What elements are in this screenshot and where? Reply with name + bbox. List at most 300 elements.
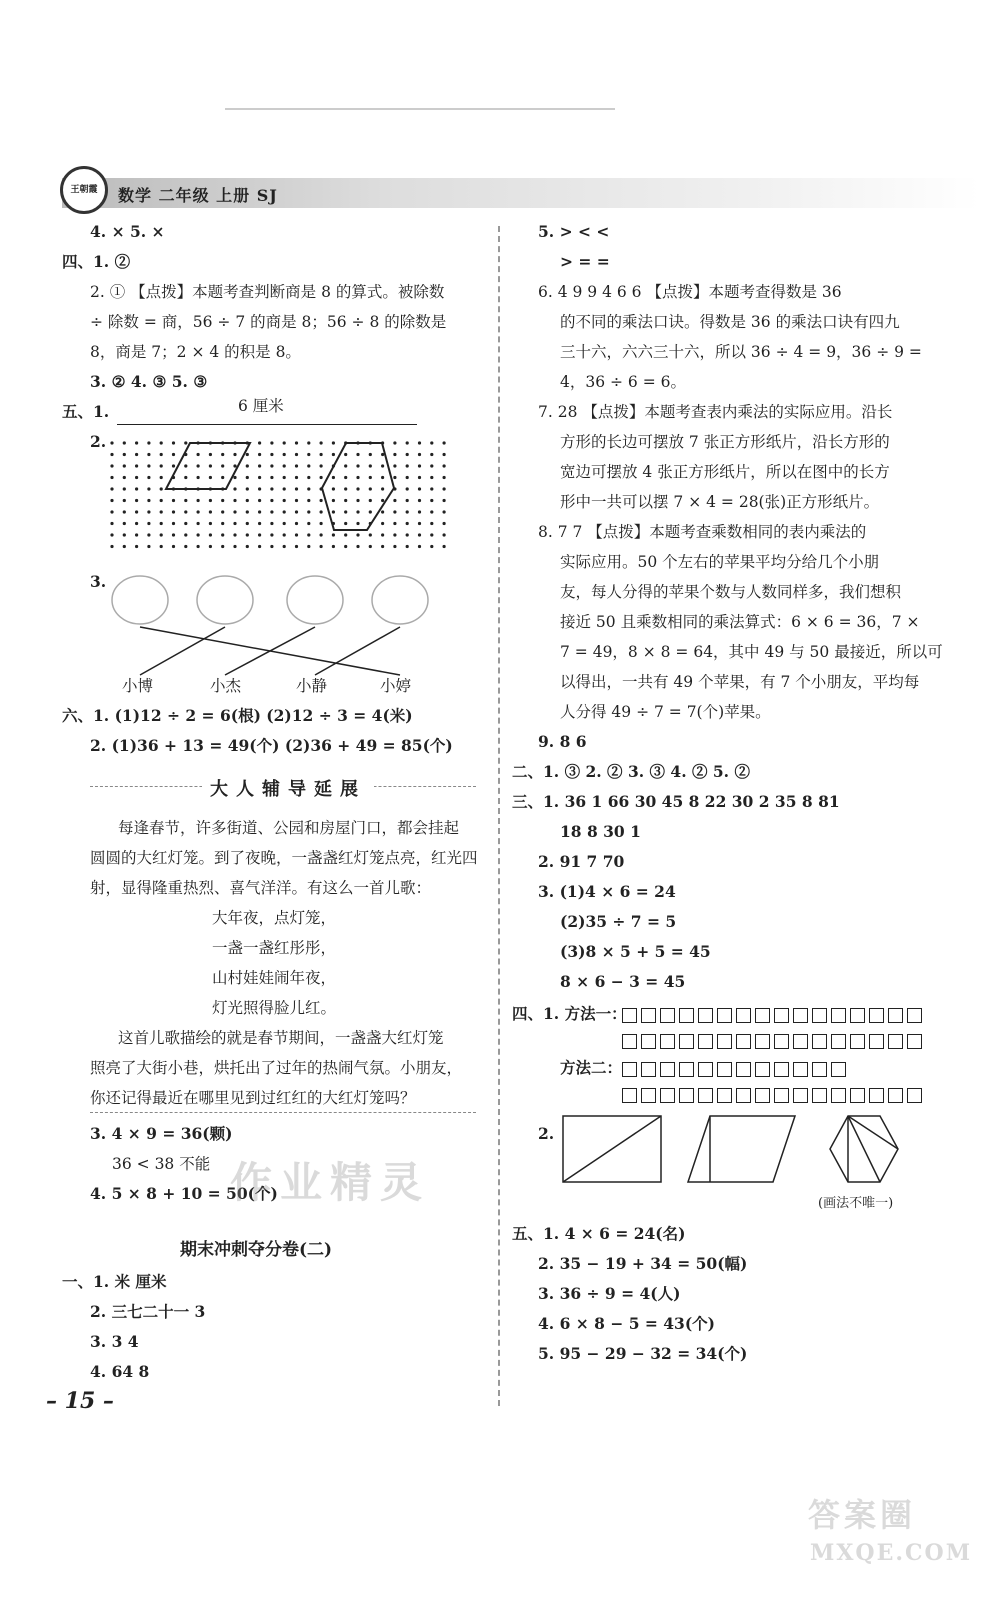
grid-dot — [393, 545, 396, 548]
grid-dot — [246, 476, 249, 479]
square-row — [622, 1058, 850, 1078]
grid-dot — [406, 545, 409, 548]
grid-dot — [443, 545, 446, 548]
grid-dot — [147, 453, 150, 456]
grid-dot — [283, 441, 286, 444]
square-row — [622, 1004, 926, 1024]
left-line: 四、1. ② — [62, 252, 131, 271]
grid-dot — [270, 545, 273, 548]
grid-dot — [393, 464, 396, 467]
right-line: 5. > < < — [538, 222, 610, 241]
right-line: 4，36 ÷ 6 = 6。 — [560, 373, 686, 391]
grid-dot — [172, 545, 175, 548]
grid-dot — [233, 464, 236, 467]
grid-dot — [418, 545, 421, 548]
parallelogram-shape — [688, 1116, 795, 1182]
right-line: 五、1. 4 × 6 = 24(名) — [512, 1224, 686, 1243]
grid-dot — [356, 499, 359, 502]
grid-dot — [332, 441, 335, 444]
grid-dot — [295, 464, 298, 467]
grid-dot — [246, 533, 249, 536]
grid-dot — [135, 533, 138, 536]
grid-dot — [110, 441, 113, 444]
grid-dot — [246, 499, 249, 502]
grid-dot — [270, 533, 273, 536]
grid-dot — [221, 545, 224, 548]
grid-dot — [197, 499, 200, 502]
grid-dot — [209, 464, 212, 467]
left-line: 一、1. 米 厘米 — [62, 1272, 167, 1291]
grid-dot — [221, 533, 224, 536]
grid-dot — [295, 476, 298, 479]
grid-dot — [246, 453, 249, 456]
grid-dot — [381, 510, 384, 513]
grid-dot — [246, 510, 249, 513]
name-label: 小博 — [122, 677, 154, 695]
grid-dot — [184, 464, 187, 467]
grid-dot — [320, 476, 323, 479]
grid-dot — [283, 453, 286, 456]
grid-dot — [406, 533, 409, 536]
grid-dot — [123, 487, 126, 490]
grid-dot — [443, 464, 446, 467]
grid-dot — [258, 464, 261, 467]
grid-dot — [344, 476, 347, 479]
grid-dot — [233, 499, 236, 502]
right-line: 三十六，六六三十六，所以 36 ÷ 4 = 9，36 ÷ 9 = — [560, 343, 922, 361]
grid-dot — [430, 499, 433, 502]
grid-dot — [233, 453, 236, 456]
grid-dot — [332, 545, 335, 548]
grid-dot — [221, 499, 224, 502]
right-line: 实际应用。50 个左右的苹果平均分给几个小朋 — [560, 553, 880, 571]
left-line: 2. (1)36 + 13 = 49(个) (2)36 + 49 = 85(个) — [90, 736, 453, 755]
grid-dot — [381, 453, 384, 456]
grid-dot — [356, 533, 359, 536]
grid-dot — [147, 522, 150, 525]
left-line: ÷ 除数 = 商，56 ÷ 7 的商是 8；56 ÷ 8 的除数是 — [90, 313, 447, 331]
grid-dot — [209, 522, 212, 525]
grid-dot — [295, 453, 298, 456]
grid-dot — [418, 464, 421, 467]
page-number: – 15 – — [46, 1388, 114, 1414]
grid-dot — [430, 510, 433, 513]
left-line: 4. 64 8 — [90, 1362, 150, 1381]
grid-dot — [406, 464, 409, 467]
grid-dot — [295, 522, 298, 525]
grid-dot — [393, 476, 396, 479]
grid-dot — [283, 499, 286, 502]
grid-dot — [246, 522, 249, 525]
grid-dot — [418, 533, 421, 536]
grid-dot — [381, 545, 384, 548]
grid-dot — [320, 510, 323, 513]
grid-dot — [369, 533, 372, 536]
right-line: > = = — [560, 252, 610, 271]
exam-title: 期末冲刺夺分卷(二) — [180, 1240, 333, 1260]
name-label: 小静 — [296, 677, 328, 695]
grid-dot — [430, 464, 433, 467]
name-label: 小婷 — [380, 677, 412, 695]
grid-dot — [307, 522, 310, 525]
right-line: 3. (1)4 × 6 = 24 — [538, 882, 676, 901]
right-line: 二、1. ③ 2. ② 3. ③ 4. ② 5. ② — [512, 762, 750, 781]
grid-dot — [221, 510, 224, 513]
right-line: 宽边可摆放 4 张正方形纸片，所以在图中的长方 — [560, 463, 890, 481]
grid-dot — [406, 453, 409, 456]
grid-dot — [184, 533, 187, 536]
grid-dot — [172, 464, 175, 467]
right-line: 5. 95 − 29 − 32 = 34(个) — [538, 1344, 748, 1363]
grid-dot — [332, 533, 335, 536]
right-line: 9. 8 6 — [538, 732, 587, 751]
grid-dot — [246, 487, 249, 490]
grid-dot — [356, 522, 359, 525]
square-row — [622, 1030, 926, 1050]
grid-dot — [307, 487, 310, 490]
grid-dot — [258, 533, 261, 536]
grid-dot — [356, 453, 359, 456]
grid-dot — [443, 453, 446, 456]
grid-dot — [258, 499, 261, 502]
grid-dot — [135, 510, 138, 513]
grid-dot — [110, 464, 113, 467]
grid-dot — [233, 533, 236, 536]
grid-dot — [369, 476, 372, 479]
grid-dot — [356, 487, 359, 490]
grid-dot — [418, 499, 421, 502]
grid-dot — [307, 499, 310, 502]
paragraph-line: 照亮了大街小巷，烘托出了过年的热闹气氛。小朋友， — [90, 1059, 463, 1077]
grid-dot — [258, 441, 261, 444]
grid-dot — [233, 510, 236, 513]
grid-dot — [381, 464, 384, 467]
grid-dot — [295, 510, 298, 513]
grid-dot — [110, 476, 113, 479]
grid-dot — [406, 476, 409, 479]
grid-dot — [270, 476, 273, 479]
grid-dot — [418, 510, 421, 513]
logo: 王朝霞 — [60, 166, 108, 214]
grid-dot — [135, 464, 138, 467]
grid-dot — [110, 487, 113, 490]
grid-dot — [381, 476, 384, 479]
grid-dot — [123, 522, 126, 525]
note-text: (画法不唯一) — [818, 1196, 894, 1211]
extension-title: 大人辅导延展 — [202, 775, 374, 801]
grid-dot — [258, 487, 261, 490]
ruler-label: 6 厘米 — [238, 397, 284, 415]
grid-dot — [356, 464, 359, 467]
grid-dot — [430, 533, 433, 536]
grid-dot — [160, 522, 163, 525]
grid-dot — [110, 545, 113, 548]
grid-dot — [393, 522, 396, 525]
grid-dot — [283, 487, 286, 490]
grid-dot — [307, 464, 310, 467]
grid-dot — [184, 545, 187, 548]
grid-dot — [147, 545, 150, 548]
grid-dot — [160, 453, 163, 456]
grid-dot — [430, 476, 433, 479]
grid-dot — [406, 487, 409, 490]
grid-dot — [160, 545, 163, 548]
grid-dot — [135, 441, 138, 444]
grid-dot — [393, 533, 396, 536]
paragraph-line: 每逢春节，许多街道、公园和房屋门口，都会挂起 — [118, 819, 460, 837]
right-line: 6. 4 9 9 4 6 6 【点拨】本题考查得数是 36 — [538, 283, 842, 301]
grid-dot — [258, 545, 261, 548]
extension-bottom-rule — [90, 1112, 476, 1113]
grid-dot — [160, 487, 163, 490]
grid-dot — [221, 522, 224, 525]
left-line: 2. 三七二十一 3 — [90, 1302, 206, 1321]
grid-dot — [344, 522, 347, 525]
grid-dot — [110, 533, 113, 536]
grid-dot — [197, 545, 200, 548]
grid-dot — [283, 545, 286, 548]
grid-dot — [344, 487, 347, 490]
grid-dot — [418, 476, 421, 479]
grid-dot — [418, 522, 421, 525]
grid-dot — [283, 476, 286, 479]
grid-dot — [369, 464, 372, 467]
grid-dot — [123, 533, 126, 536]
grid-dot — [406, 441, 409, 444]
grid-dot — [307, 545, 310, 548]
grid-dot — [418, 487, 421, 490]
grid-dot — [283, 533, 286, 536]
grid-dot — [344, 533, 347, 536]
grid-dot — [184, 522, 187, 525]
grid-dot — [320, 533, 323, 536]
grid-dot — [369, 510, 372, 513]
poem-line: 山村娃娃闹年夜， — [212, 969, 337, 987]
left-line: 2. ① 【点拨】本题考查判断商是 8 的算式。被除数 — [90, 283, 445, 301]
grid-dot — [443, 522, 446, 525]
right-line: 2. 91 7 70 — [538, 852, 625, 871]
grid-dot — [160, 476, 163, 479]
grid-dot — [369, 453, 372, 456]
match-line-3 — [225, 627, 315, 675]
grid-dot — [147, 487, 150, 490]
right-line: 形中一共可以摆 7 × 4 = 28(张)正方形纸片。 — [560, 493, 880, 511]
grid-dot — [246, 464, 249, 467]
right-line: 18 8 30 1 — [560, 822, 641, 841]
paragraph-line: 射，显得隆重热烈、喜气洋洋。有这么一首儿歌： — [90, 879, 432, 897]
left-line: 3. — [90, 572, 107, 591]
paragraph-line: 你还记得最近在哪里见到过红红的大红灯笼吗？ — [90, 1089, 416, 1107]
grid-dot — [430, 487, 433, 490]
grid-dot — [418, 441, 421, 444]
right-line: (3)8 × 5 + 5 = 45 — [560, 942, 711, 961]
left-line: 4. × 5. × — [90, 222, 165, 241]
grid-dot — [184, 510, 187, 513]
grid-dot — [233, 522, 236, 525]
grid-dot — [307, 441, 310, 444]
right-line: 3. 36 ÷ 9 = 4(人) — [538, 1284, 681, 1303]
grid-dot — [123, 453, 126, 456]
grid-dot — [332, 510, 335, 513]
grid-dot — [283, 510, 286, 513]
grid-dot — [393, 453, 396, 456]
grid-dot — [197, 510, 200, 513]
grid-dot — [320, 522, 323, 525]
grid-dot — [443, 533, 446, 536]
grid-dot — [430, 441, 433, 444]
grid-dot — [307, 453, 310, 456]
grid-dot — [123, 510, 126, 513]
grid-dot — [270, 499, 273, 502]
grid-dot — [369, 499, 372, 502]
grid-dot — [233, 487, 236, 490]
right-line: 8 × 6 − 3 = 45 — [560, 972, 686, 991]
grid-dot — [135, 487, 138, 490]
grid-dot — [147, 464, 150, 467]
right-line: 7 = 49，8 × 8 = 64，其中 49 与 50 最接近，所以可 — [560, 643, 943, 661]
grid-dot — [258, 476, 261, 479]
grid-dot — [147, 533, 150, 536]
grid-dot — [406, 522, 409, 525]
grid-dot — [320, 545, 323, 548]
grid-dot — [307, 510, 310, 513]
grid-dot — [209, 545, 212, 548]
paragraph-line: 这首儿歌描绘的就是春节期间，一盏盏大红灯笼 — [118, 1029, 444, 1047]
grid-dot — [110, 510, 113, 513]
dot-grid-figure — [105, 432, 475, 562]
grid-dot — [197, 533, 200, 536]
grid-dot — [307, 476, 310, 479]
animal-picture-1 — [112, 576, 168, 624]
right-line: 4. 6 × 8 − 5 = 43(个) — [538, 1314, 716, 1333]
grid-dot — [430, 545, 433, 548]
grid-dot — [356, 545, 359, 548]
grid-dot — [209, 533, 212, 536]
grid-dot — [172, 533, 175, 536]
grid-dot — [418, 453, 421, 456]
grid-dot — [356, 476, 359, 479]
right-line: 四、1. 方法一： — [512, 1004, 627, 1023]
grid-dot — [197, 522, 200, 525]
paragraph-line: 圆圆的大红灯笼。到了夜晚，一盏盏红灯笼点亮，红光四 — [90, 849, 478, 867]
grid-dot — [209, 499, 212, 502]
left-line: 2. — [90, 432, 107, 451]
grid-dot — [356, 510, 359, 513]
header-top-rule — [225, 108, 615, 110]
grid-dot — [381, 487, 384, 490]
left-line: 36 < 38 不能 — [112, 1155, 211, 1173]
grid-dot — [332, 476, 335, 479]
grid-dot — [344, 453, 347, 456]
grid-dot — [110, 522, 113, 525]
animal-picture-3 — [287, 576, 343, 624]
grid-dot — [209, 476, 212, 479]
square-row — [622, 1084, 926, 1104]
left-line: 六、1. (1)12 ÷ 2 = 6(根) (2)12 ÷ 3 = 4(米) — [62, 706, 413, 725]
right-line: 2. 35 − 19 + 34 = 50(幅) — [538, 1254, 748, 1273]
right-line: 以得出，一共有 49 个苹果，有 7 个小朋友，平均每 — [560, 673, 920, 691]
grid-dot — [110, 499, 113, 502]
grid-dot — [160, 464, 163, 467]
right-line: 方形的长边可摆放 7 张正方形纸片，沿长方形的 — [560, 433, 890, 451]
grid-dot — [123, 545, 126, 548]
grid-dot — [295, 533, 298, 536]
grid-dot — [430, 522, 433, 525]
grid-dot — [381, 499, 384, 502]
left-line: 3. 4 × 9 = 36(颗) — [90, 1124, 233, 1143]
grid-dot — [160, 499, 163, 502]
grid-dot — [270, 441, 273, 444]
grid-dot — [320, 464, 323, 467]
grid-dot — [209, 510, 212, 513]
name-label: 小杰 — [210, 677, 242, 695]
right-line: 人分得 49 ÷ 7 = 7(个)苹果。 — [560, 703, 771, 721]
grid-dot — [258, 510, 261, 513]
left-line: 8，商是 7；2 × 4 的积是 8。 — [90, 343, 301, 361]
grid-dot — [197, 453, 200, 456]
right-line: 友，每人分得的苹果个数与人数同样多，我们想积 — [560, 583, 902, 601]
poem-line: 一盏一盏红彤彤， — [212, 939, 337, 957]
grid-dot — [135, 499, 138, 502]
right-line: (2)35 ÷ 7 = 5 — [560, 912, 677, 931]
grid-dot — [246, 545, 249, 548]
grid-dot — [209, 453, 212, 456]
watermark-text: 作业精灵 — [230, 1158, 431, 1207]
grid-dot — [283, 522, 286, 525]
grid-dot — [172, 453, 175, 456]
grid-dot — [332, 453, 335, 456]
grid-dot — [344, 499, 347, 502]
left-line: 4. 5 × 8 + 10 = 50(个) — [90, 1184, 278, 1203]
left-line: 3. 3 4 — [90, 1332, 139, 1351]
watermark-text: 答案圈 — [808, 1496, 917, 1534]
grid-dot — [381, 522, 384, 525]
grid-dot — [295, 487, 298, 490]
grid-dot — [406, 499, 409, 502]
grid-dot — [443, 441, 446, 444]
grid-dot — [172, 522, 175, 525]
grid-dot — [270, 453, 273, 456]
grid-dot — [443, 487, 446, 490]
right-line: 7. 28 【点拨】本题考查表内乘法的实际应用。沿长 — [538, 403, 893, 421]
grid-dot — [393, 499, 396, 502]
left-line: 3. ② 4. ③ 5. ③ — [90, 372, 208, 391]
grid-dot — [369, 545, 372, 548]
grid-dot — [160, 510, 163, 513]
grid-dot — [184, 499, 187, 502]
grid-dot — [184, 476, 187, 479]
grid-dot — [160, 533, 163, 536]
grid-dot — [344, 464, 347, 467]
poem-line: 灯光照得脸儿红。 — [212, 999, 337, 1017]
grid-dot — [172, 441, 175, 444]
grid-dot — [221, 476, 224, 479]
grid-dot — [197, 464, 200, 467]
right-line: 三、1. 36 1 66 30 45 8 22 30 2 35 8 81 — [512, 792, 840, 811]
parallelogram-shape — [166, 443, 250, 489]
right-line: 8. 7 7 【点拨】本题考查乘数相同的表内乘法的 — [538, 523, 867, 541]
left-line: 五、1. — [62, 402, 110, 421]
grid-dot — [123, 441, 126, 444]
grid-dot — [344, 510, 347, 513]
grid-dot — [430, 453, 433, 456]
grid-dot — [123, 499, 126, 502]
animal-picture-4 — [372, 576, 428, 624]
grid-dot — [332, 499, 335, 502]
grid-dot — [258, 453, 261, 456]
grid-dot — [197, 476, 200, 479]
grid-dot — [320, 453, 323, 456]
